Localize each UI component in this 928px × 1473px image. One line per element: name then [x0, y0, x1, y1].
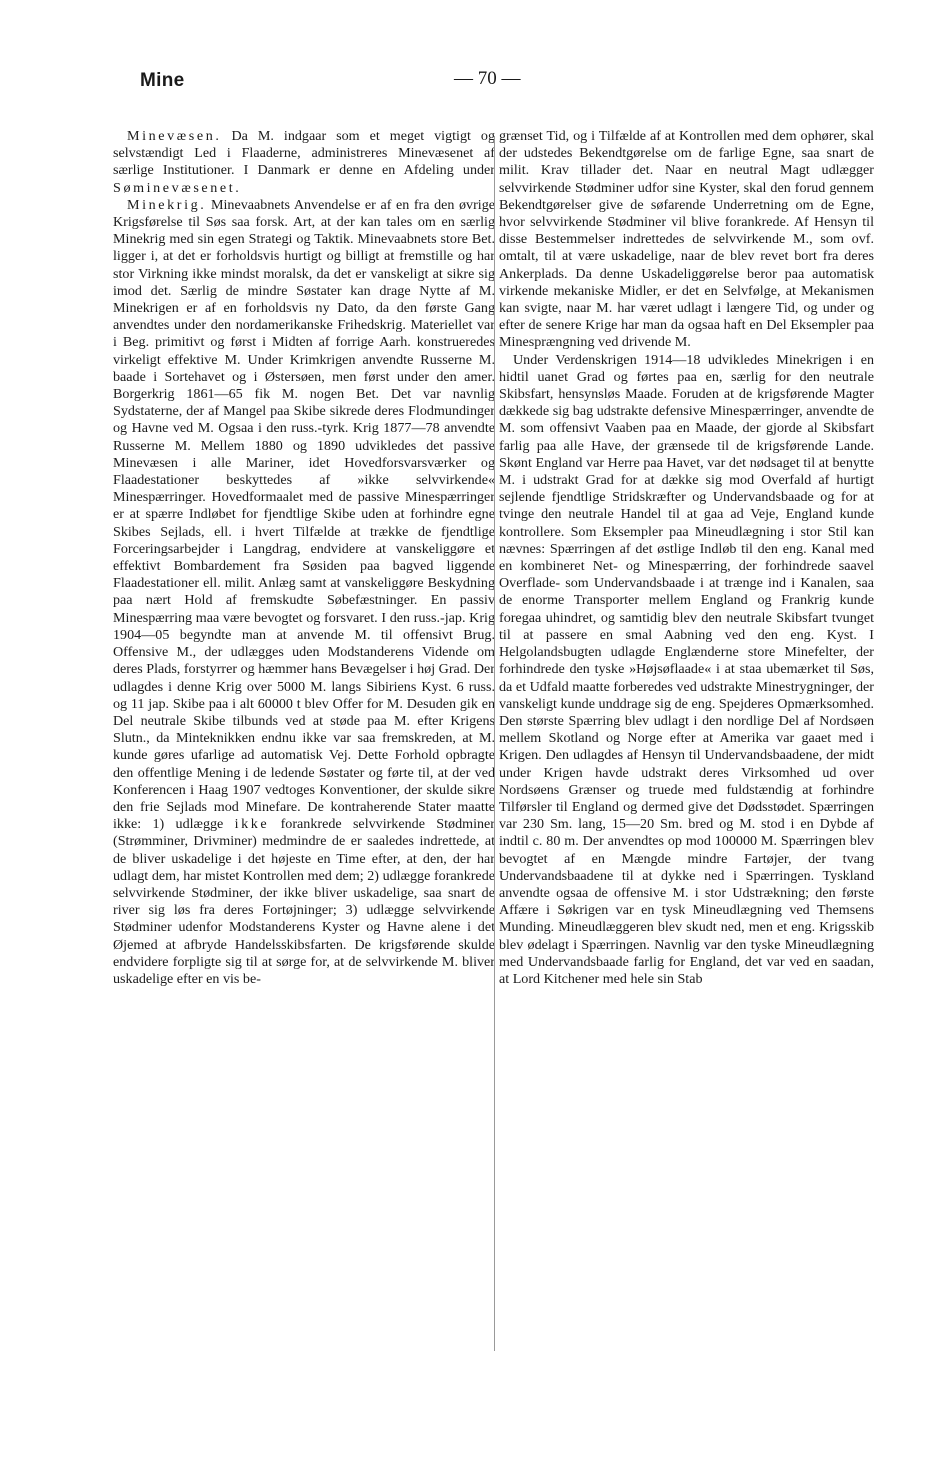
paragraph-minevaesen: [113, 128, 495, 197]
page-number: — 70 —: [454, 68, 521, 89]
left-column: [113, 128, 495, 988]
term-minevaesen: Minevæsen.: [127, 128, 222, 144]
emphasis-ikke: ikke: [234, 816, 270, 833]
paragraph-text: Minevaabnets Anvendelse er af en fra den øvrige Krigsførelse til Søs saa forsk. Art, at der kan tales om en særlig Minekrig med sin egen Strategi og Taktik. Minevaabnets store Bet. ligger i, at det er forholdsvis hurtigt og billigt at fremstille og har stor Virkning ikke mindst moralsk, da det er vanskeligt at sikre sig imod det. Særlig de mindre Søstater kan drage Nytte af M. Minekrigen er af en forholdsvis ny Dato, da den første Gang anvendtes under den nordamerikanske Frihedskrig. Materiellet var i Beg. primitivt og først i Midten af forrige Aarh. konstrueredes virkeligt effektive M. Under Krimkrigen anvendte Russerne M. baade i Sortehavet og i Østersøen, men først under den amer. Borgerkrig 1861—65 fik M. nogen Bet. Det var navnlig Sydstaterne, der af Mangel paa Skibe sikrede deres Flodmundinger og Havne ved M. Ogsaa i den russ.-tyrk. Krig 1877—78 anvendte Russerne M. Mellem 1880 og 1890 udvikledes det passive Minevæsen i alle Mariner, idet Hovedforsvarsværker og Flaadestationer beskyttedes af »ikke selvvirkende« Minespærringer. Hovedformaalet med de passive Minespærringer er at spærre Indløbet for fjendtlige Skibe uden at forhindre egne Skibes Sejlads, ell. i hvert Tilfælde at trække de fjendtlige Forceringsarbejder i Langdrag, endvidere at vanskeliggøre et effektivt Bombardement fra Søsiden paa bagved liggende Flaadestationer ell. milit. Anlæg samt at vanskeliggøre Beskydning paa nært Hold af fremskudte Søbefæstninger. En passiv Minespærring maa være bevogtet og forsvaret. I den russ.-jap. Krig 1904—05 begyndte man at anvende M. til offensivt Brug. Offensive M., der udlægges uden Modstanderens Vidende om deres Plads, forstyrrer og hæmmer hans Bevægelser i høj Grad. Der udlagdes i denne Krig over 5000 M. langs Sibiriens Kyst. 6 russ. og 11 jap. Skibe paa i alt 60000 t blev Offer for M. Desuden gik en Del neutrale Skibe tilbunds ved at støde paa M. efter Krigens Slutn., da Minteknikken endnu ikke var saa fremskreden, at M. kunde gøres ufarlige ad automatisk Vej. Dette Forhold opbragte den offentlige Mening i de ledende Søstater og førte til, at der ved Konferencen i Haag 1907 vedtoges Konventioner, der skulde sikre den frie Sejlads mod Minefare. De kontraherende Stater maatte ikke: 1) udlægge: [113, 196, 496, 833]
term-minekrig: Minekrig.: [127, 196, 207, 213]
right-column: [499, 128, 874, 988]
paragraph-minekrig: [113, 197, 495, 988]
column-divider: [494, 136, 495, 1351]
paragraph-verdenskrigen: Under Verdenskrigen 1914—18 udvikledes Minekrigen i en hidtil uanet Grad og førtes paa en, særlig for den neutrale Skibsfart, hensynsløs Maade. Foruden at de krigsførende Magter dækkede sig bag udstrakte defensive Minespærringer, anvendte de M. som offensivt Vaaben paa en Maade, der gjorde al Skibsfart farlig paa alle Have, der grænsede til de krigsførende Lande. Skønt England var Herre paa Havet, var det nødsaget til at benytte M. i udstrakt Grad for at dække sig mod Overfald af hurtigt sejlende fjendtlige Stridskræfter og Undervandsbaade og for at tvinge den neutrale Handel til at gaa ad Veje, England kunde kontrollere. Som Eksempler paa Mineudlægning i stor Stil kan nævnes: Spærringen af det østlige Indløb til den eng. Kanal med en kombineret Net- og Minespærring, der forhindrede saavel Overflade- som Undervandsbaade i at trænge ind i Kanalen, saa de enorme Transporter mellem England og Frankrig kunde foregaa uhindret, og samtidig blev den neutrale Skibsfart tvunget til at passere en smal Aabning ved den eng. Kyst. I Helgolandsbugten udlagde Englænderne store Minefelter, der forhindrede den tyske »Højsøflaade« i at staa ubemærket til Søs, da et Udfald maatte forberedes ved udstrakte Minestrygninger, der vanskeligt kunde unddrage sig de eng. Spejderes Opmærksomhed. Den største Spærring blev udlagt i den nordlige Del af Nordsøen mellem Skotland og Norge efter at Amerika var gaaet med i Krigen. Den udlagdes af Hensyn til Undervandsbaadene, der midt under Krigen havde udstrakt deres Virksomhed ud over Nordsøens Grænser og truede med fuldstændig at forhindre Tilførsler til England og dermed give det Dødsstødet. Spærringen var 230 Sm. lang, 15—20 Sm. bred og M. stod i en Dybde af indtil c. 80 m. Der anvendtes op mod 100000 M. Spærringen blev bevogtet af en Mængde mindre Fartøjer, der tvang Undervandsbaadene til at dykke ned i Spærringen. Tyskland anvendte ogsaa de offensive M. i stor Udstrækning; den første Affære i Søkrigen var en tysk Mineudlægning ved Themsens Munding. Mineudlæggeren blev skudt ned, men et eng. Krigsskib blev ødelagt i Spærringen. Navnlig var den tyske Mineudlægning med Undervandsbaade farlig for England, det var ved en saadan, at Lord Kitchener med hele sin Stab: [499, 351, 874, 987]
running-head: Mine: [140, 70, 185, 91]
paragraph-continued: grænset Tid, og i Tilfælde af at Kontrollen med dem ophører, skal der udstedes Bekendtgørelse om de farlige Egne, saa snart de milit. Krav tillader det. Naar en neutral Magt udlægger selvvirkende Stødminer udfor sine Kyster, skal den forud gennem Bekendtgørelser give de søfarende Underretning om de Egne, hvor selvvirkende Stødminer vil blive forankrede. Af Hensyn til disse Bestemmelser indrettedes de selvvirkende M., som ovf. omtalt, til at være uskadelige, naar de blev revet bort fra deres Ankerplads. Da denne Uskadeliggørelse beror paa automatisk virkende mekaniske Midler, er det en Selvfølge, at Mekanismen kan svigte, naar M. har været udlagt i længere Tid, og under og efter de senere Krige har man da ogsaa haft en Del Eksempler paa Minesprængning ved drivende M.: [499, 128, 874, 351]
paragraph-text-continued: forankrede selvvirkende Stødminer (Strømminer, Drivminer) medmindre de er saaledes indrettede, at de bliver uskadelige i det højeste en Time efter, at den, der har udlagt dem, har mistet Kontrollen med dem; 2) udlægge forankrede selvvirkende Stødminer, der ikke bliver uskadelige, saa snart de river sig løs fra deres Fortøjninger; 3) udlægge selvvirkende Stødminer udenfor Modstanderens Kyster og Havne alene i det Øjemed at afbryde Handelsskibsfarten. De krigsførende skulde endvidere forpligte sig til at sørge for, at de selvvirkende M. bliver uskadelige efter en vis be-: [113, 816, 495, 987]
paragraph-text: Da M. indgaar som et meget vigtigt og selvstændigt Led i Flaaderne, administreres Minevæsenet af særlige Institutioner. I Danmark er denne en Afdeling under: [113, 128, 495, 179]
term-sominevaesen: Søminevæsenet.: [113, 179, 242, 196]
